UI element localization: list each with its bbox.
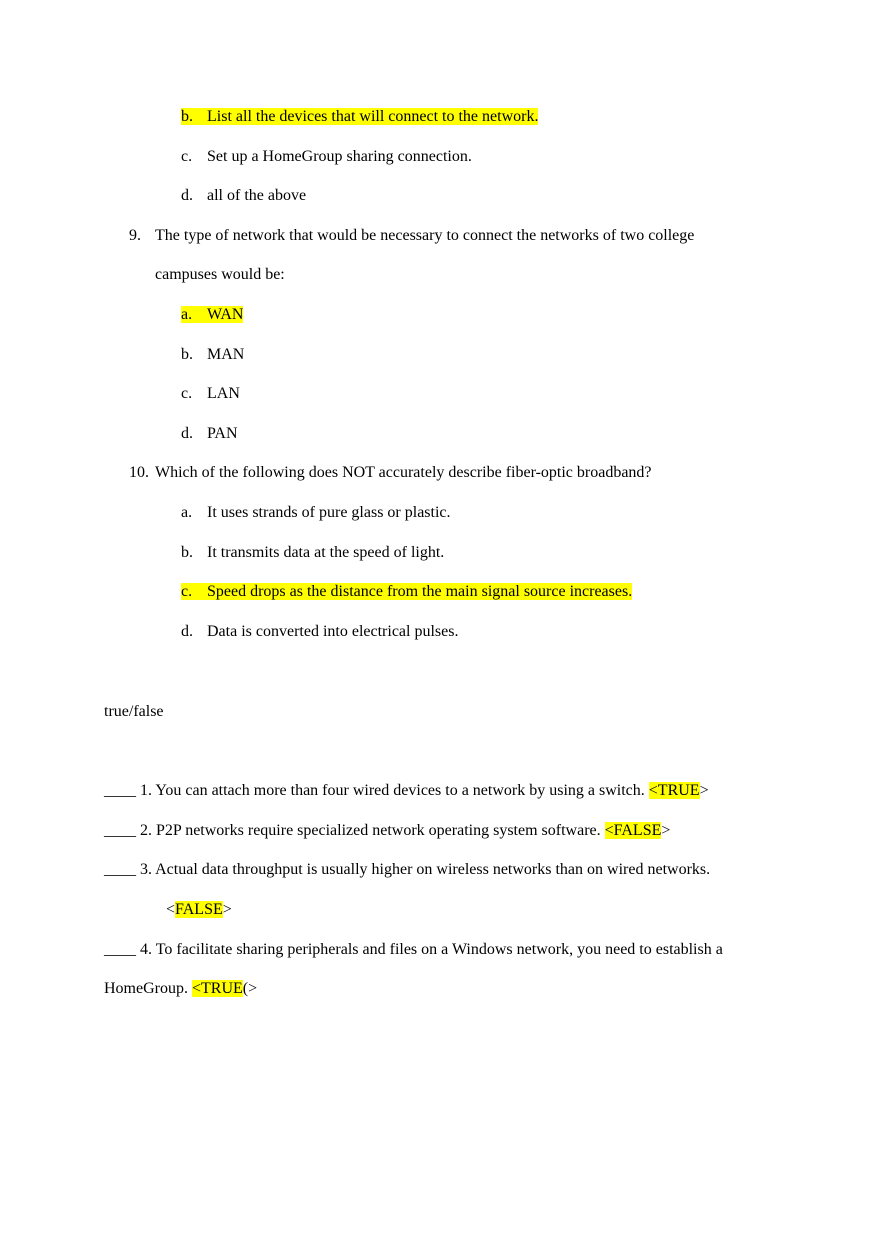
q10-option-c [181, 582, 632, 602]
q9-question-line1 [129, 226, 694, 246]
q8-option-b [181, 107, 538, 127]
q10-option-c-highlight [181, 583, 632, 600]
question-number: 9. [129, 227, 141, 244]
question-text: Which of the following does NOT accurately describe fiber-optic broadband? [155, 464, 652, 481]
q9-option-c [181, 384, 240, 404]
option-letter: d. [181, 187, 193, 204]
tf-item-text: ____ 2. P2P networks require specialized network operating system software. [104, 822, 605, 839]
q10-option-b [181, 543, 444, 563]
option-text: List all the devices that will connect to the network. [207, 108, 539, 125]
tf-item-text: ____ 1. You can attach more than four wired devices to a network by using a switch. [104, 782, 649, 799]
option-letter: c. [181, 148, 193, 165]
option-text: LAN [207, 385, 240, 402]
option-letter: c. [181, 385, 193, 402]
option-letter: a. [181, 504, 193, 521]
tf-answer-highlight [192, 980, 243, 997]
option-letter: b. [181, 346, 193, 363]
q9-option-a [181, 305, 243, 325]
question-number: 10. [129, 464, 149, 481]
q10-option-a [181, 503, 451, 523]
option-text: MAN [207, 346, 245, 363]
q9-option-d [181, 424, 238, 444]
tf-answer-highlight [605, 822, 662, 839]
option-letter: b. [181, 108, 193, 125]
tf-answer-open: < [604, 822, 614, 839]
tf-answer-close: > [222, 901, 232, 918]
q9-option-b [181, 345, 244, 365]
tf-item-4-line2 [104, 979, 257, 999]
option-text: PAN [207, 425, 238, 442]
option-text: It transmits data at the speed of light. [207, 544, 445, 561]
option-text: all of the above [207, 187, 307, 204]
tf-answer-close: (> [242, 980, 258, 997]
option-letter: c. [181, 583, 193, 600]
option-text: Data is converted into electrical pulses. [207, 623, 459, 640]
q9-option-a-highlight [181, 306, 243, 323]
q8-option-c [181, 147, 472, 167]
tf-item-2 [104, 821, 670, 841]
tf-heading: true/false [104, 703, 164, 720]
option-text: It uses strands of pure glass or plastic. [207, 504, 451, 521]
tf-answer: FALSE [175, 901, 223, 918]
tf-answer-open: < [648, 782, 658, 799]
option-text: Speed drops as the distance from the main signal source increases. [207, 583, 633, 600]
option-letter: a. [181, 306, 193, 323]
q8-option-d [181, 186, 306, 206]
tf-answer: FALSE [613, 822, 662, 839]
tf-item-4 [104, 940, 723, 960]
option-letter: b. [181, 544, 193, 561]
tf-item-3 [104, 860, 710, 880]
tf-item-text: ____ 4. To facilitate sharing peripherals and files on a Windows network, you need to establish a [104, 941, 723, 958]
tf-answer-open: < [191, 980, 202, 997]
tf-item-text: HomeGroup. [104, 980, 192, 997]
tf-answer: TRUE [201, 980, 243, 997]
tf-answer-close: > [661, 822, 671, 839]
q9-question-line2 [155, 265, 285, 285]
tf-answer-close: > [699, 782, 709, 799]
tf-answer-open: < [166, 901, 176, 918]
option-text: WAN [207, 306, 244, 323]
q10-question [129, 463, 652, 483]
question-text: The type of network that would be necessary to connect the networks of two college [155, 227, 695, 244]
tf-item-3-answer [166, 900, 232, 920]
tf-answer-highlight [649, 782, 700, 799]
q8-option-b-highlight [181, 108, 538, 125]
option-text: Set up a HomeGroup sharing connection. [207, 148, 472, 165]
option-letter: d. [181, 623, 193, 640]
tf-answer: TRUE [657, 782, 700, 799]
tf-item-text: ____ 3. Actual data throughput is usually higher on wireless networks than on wired networks. [104, 861, 711, 878]
question-text: campuses would be: [155, 266, 285, 283]
q10-option-d [181, 622, 458, 642]
option-letter: d. [181, 425, 193, 442]
tf-item-1 [104, 781, 709, 801]
